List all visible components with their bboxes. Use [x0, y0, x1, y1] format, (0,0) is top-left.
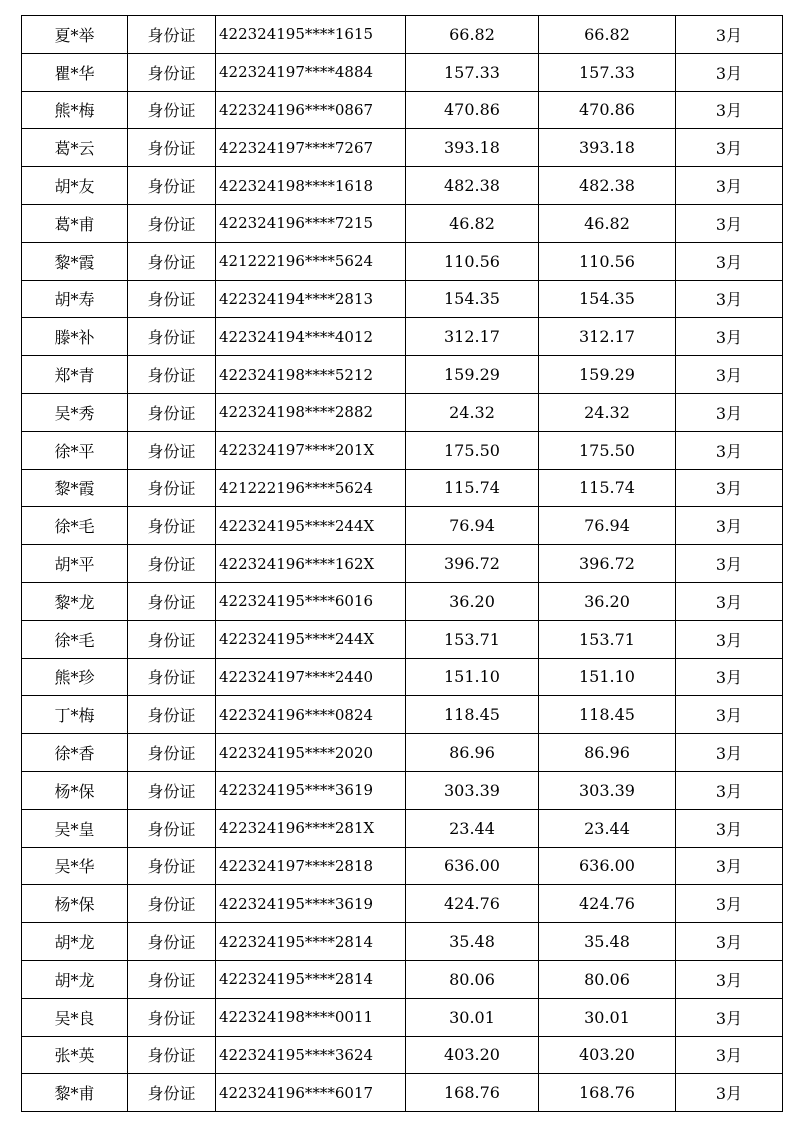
month-cell: 3月	[676, 431, 783, 469]
amount-cell: 424.76	[406, 885, 539, 923]
id-number-cell: 422324195****3624	[216, 1036, 406, 1074]
month-cell: 3月	[676, 658, 783, 696]
name-cell: 丁*梅	[22, 696, 128, 734]
month-cell: 3月	[676, 318, 783, 356]
amount-paid-cell: 23.44	[539, 809, 676, 847]
table-body	[22, 16, 783, 1112]
amount-paid-cell: 76.94	[539, 507, 676, 545]
id-number-cell: 421222196****5624	[216, 242, 406, 280]
name-cell: 黎*霞	[22, 242, 128, 280]
month-cell: 3月	[676, 53, 783, 91]
month-cell: 3月	[676, 620, 783, 658]
amount-cell: 312.17	[406, 318, 539, 356]
id-number-cell: 422324194****4012	[216, 318, 406, 356]
table-row	[22, 809, 783, 847]
amount-cell: 403.20	[406, 1036, 539, 1074]
id-type-cell: 身份证	[128, 1036, 216, 1074]
name-cell: 黎*甫	[22, 1074, 128, 1112]
amount-cell: 36.20	[406, 582, 539, 620]
amount-paid-cell: 80.06	[539, 960, 676, 998]
id-type-cell: 身份证	[128, 885, 216, 923]
name-cell: 郑*青	[22, 356, 128, 394]
id-type-cell: 身份证	[128, 53, 216, 91]
name-cell: 胡*平	[22, 545, 128, 583]
name-cell: 胡*龙	[22, 923, 128, 961]
amount-cell: 153.71	[406, 620, 539, 658]
amount-paid-cell: 46.82	[539, 204, 676, 242]
id-number-cell: 422324197****201X	[216, 431, 406, 469]
amount-cell: 159.29	[406, 356, 539, 394]
table-row	[22, 734, 783, 772]
table-row	[22, 847, 783, 885]
id-number-cell: 422324196****0824	[216, 696, 406, 734]
table-row	[22, 393, 783, 431]
id-number-cell: 422324197****4884	[216, 53, 406, 91]
amount-paid-cell: 470.86	[539, 91, 676, 129]
id-number-cell: 422324194****2813	[216, 280, 406, 318]
amount-paid-cell: 175.50	[539, 431, 676, 469]
id-number-cell: 422324198****1618	[216, 167, 406, 205]
table-row	[22, 998, 783, 1036]
id-type-cell: 身份证	[128, 91, 216, 129]
id-number-cell: 422324195****2814	[216, 960, 406, 998]
name-cell: 葛*云	[22, 129, 128, 167]
table-row	[22, 620, 783, 658]
id-type-cell: 身份证	[128, 960, 216, 998]
table-row	[22, 1036, 783, 1074]
name-cell: 黎*龙	[22, 582, 128, 620]
table-row	[22, 16, 783, 54]
id-type-cell: 身份证	[128, 847, 216, 885]
amount-paid-cell: 157.33	[539, 53, 676, 91]
month-cell: 3月	[676, 167, 783, 205]
id-type-cell: 身份证	[128, 204, 216, 242]
month-cell: 3月	[676, 847, 783, 885]
id-type-cell: 身份证	[128, 582, 216, 620]
amount-paid-cell: 151.10	[539, 658, 676, 696]
table-row	[22, 280, 783, 318]
table-row	[22, 885, 783, 923]
table-row	[22, 469, 783, 507]
amount-paid-cell: 159.29	[539, 356, 676, 394]
id-type-cell: 身份证	[128, 393, 216, 431]
id-number-cell: 422324198****5212	[216, 356, 406, 394]
amount-cell: 175.50	[406, 431, 539, 469]
id-number-cell: 422324198****2882	[216, 393, 406, 431]
id-number-cell: 422324195****2020	[216, 734, 406, 772]
month-cell: 3月	[676, 960, 783, 998]
table-row	[22, 167, 783, 205]
table-row	[22, 356, 783, 394]
id-type-cell: 身份证	[128, 129, 216, 167]
month-cell: 3月	[676, 885, 783, 923]
month-cell: 3月	[676, 923, 783, 961]
month-cell: 3月	[676, 696, 783, 734]
id-number-cell: 422324195****1615	[216, 16, 406, 54]
amount-paid-cell: 312.17	[539, 318, 676, 356]
id-type-cell: 身份证	[128, 734, 216, 772]
month-cell: 3月	[676, 1036, 783, 1074]
name-cell: 杨*保	[22, 771, 128, 809]
id-number-cell: 422324196****6017	[216, 1074, 406, 1112]
table-row	[22, 204, 783, 242]
amount-paid-cell: 636.00	[539, 847, 676, 885]
table-row	[22, 91, 783, 129]
table-row	[22, 318, 783, 356]
id-number-cell: 422324197****2818	[216, 847, 406, 885]
table-row	[22, 696, 783, 734]
id-number-cell: 421222196****5624	[216, 469, 406, 507]
id-number-cell: 422324196****0867	[216, 91, 406, 129]
amount-paid-cell: 115.74	[539, 469, 676, 507]
id-type-cell: 身份证	[128, 318, 216, 356]
amount-paid-cell: 110.56	[539, 242, 676, 280]
amount-cell: 80.06	[406, 960, 539, 998]
amount-cell: 636.00	[406, 847, 539, 885]
name-cell: 瞿*华	[22, 53, 128, 91]
amount-cell: 482.38	[406, 167, 539, 205]
amount-paid-cell: 118.45	[539, 696, 676, 734]
month-cell: 3月	[676, 129, 783, 167]
id-number-cell: 422324195****244X	[216, 507, 406, 545]
name-cell: 胡*寿	[22, 280, 128, 318]
table-row	[22, 507, 783, 545]
name-cell: 徐*香	[22, 734, 128, 772]
amount-paid-cell: 482.38	[539, 167, 676, 205]
amount-cell: 24.32	[406, 393, 539, 431]
id-number-cell: 422324198****0011	[216, 998, 406, 1036]
amount-paid-cell: 86.96	[539, 734, 676, 772]
amount-cell: 154.35	[406, 280, 539, 318]
month-cell: 3月	[676, 545, 783, 583]
amount-cell: 35.48	[406, 923, 539, 961]
table-row	[22, 1074, 783, 1112]
month-cell: 3月	[676, 809, 783, 847]
month-cell: 3月	[676, 280, 783, 318]
table-row	[22, 658, 783, 696]
amount-paid-cell: 393.18	[539, 129, 676, 167]
month-cell: 3月	[676, 998, 783, 1036]
id-type-cell: 身份证	[128, 620, 216, 658]
amount-paid-cell: 424.76	[539, 885, 676, 923]
name-cell: 张*英	[22, 1036, 128, 1074]
name-cell: 吴*华	[22, 847, 128, 885]
id-number-cell: 422324195****3619	[216, 771, 406, 809]
month-cell: 3月	[676, 734, 783, 772]
month-cell: 3月	[676, 16, 783, 54]
name-cell: 吴*秀	[22, 393, 128, 431]
amount-cell: 396.72	[406, 545, 539, 583]
id-type-cell: 身份证	[128, 507, 216, 545]
name-cell: 熊*梅	[22, 91, 128, 129]
id-number-cell: 422324197****7267	[216, 129, 406, 167]
amount-cell: 118.45	[406, 696, 539, 734]
id-type-cell: 身份证	[128, 242, 216, 280]
month-cell: 3月	[676, 1074, 783, 1112]
amount-cell: 30.01	[406, 998, 539, 1036]
amount-paid-cell: 154.35	[539, 280, 676, 318]
table-row	[22, 582, 783, 620]
id-type-cell: 身份证	[128, 431, 216, 469]
amount-paid-cell: 35.48	[539, 923, 676, 961]
month-cell: 3月	[676, 242, 783, 280]
amount-cell: 151.10	[406, 658, 539, 696]
id-type-cell: 身份证	[128, 923, 216, 961]
name-cell: 熊*珍	[22, 658, 128, 696]
amount-paid-cell: 403.20	[539, 1036, 676, 1074]
amount-cell: 76.94	[406, 507, 539, 545]
id-type-cell: 身份证	[128, 658, 216, 696]
id-type-cell: 身份证	[128, 809, 216, 847]
id-type-cell: 身份证	[128, 16, 216, 54]
id-number-cell: 422324196****162X	[216, 545, 406, 583]
amount-paid-cell: 30.01	[539, 998, 676, 1036]
month-cell: 3月	[676, 771, 783, 809]
amount-cell: 115.74	[406, 469, 539, 507]
amount-cell: 393.18	[406, 129, 539, 167]
id-type-cell: 身份证	[128, 545, 216, 583]
amount-paid-cell: 36.20	[539, 582, 676, 620]
id-number-cell: 422324195****3619	[216, 885, 406, 923]
amount-cell: 168.76	[406, 1074, 539, 1112]
id-number-cell: 422324197****2440	[216, 658, 406, 696]
name-cell: 葛*甫	[22, 204, 128, 242]
id-type-cell: 身份证	[128, 1074, 216, 1112]
name-cell: 徐*平	[22, 431, 128, 469]
id-type-cell: 身份证	[128, 167, 216, 205]
amount-cell: 303.39	[406, 771, 539, 809]
table-row	[22, 545, 783, 583]
amount-paid-cell: 24.32	[539, 393, 676, 431]
month-cell: 3月	[676, 356, 783, 394]
id-number-cell: 422324195****2814	[216, 923, 406, 961]
name-cell: 吴*皇	[22, 809, 128, 847]
name-cell: 胡*龙	[22, 960, 128, 998]
month-cell: 3月	[676, 582, 783, 620]
name-cell: 徐*毛	[22, 620, 128, 658]
id-number-cell: 422324196****281X	[216, 809, 406, 847]
amount-paid-cell: 153.71	[539, 620, 676, 658]
name-cell: 滕*补	[22, 318, 128, 356]
id-number-cell: 422324195****6016	[216, 582, 406, 620]
table-row	[22, 960, 783, 998]
amount-cell: 86.96	[406, 734, 539, 772]
name-cell: 吴*良	[22, 998, 128, 1036]
name-cell: 黎*霞	[22, 469, 128, 507]
name-cell: 杨*保	[22, 885, 128, 923]
name-cell: 胡*友	[22, 167, 128, 205]
id-type-cell: 身份证	[128, 696, 216, 734]
table-row	[22, 53, 783, 91]
amount-cell: 470.86	[406, 91, 539, 129]
month-cell: 3月	[676, 204, 783, 242]
month-cell: 3月	[676, 393, 783, 431]
month-cell: 3月	[676, 507, 783, 545]
amount-paid-cell: 168.76	[539, 1074, 676, 1112]
name-cell: 徐*毛	[22, 507, 128, 545]
id-number-cell: 422324195****244X	[216, 620, 406, 658]
table-row	[22, 242, 783, 280]
amount-paid-cell: 66.82	[539, 16, 676, 54]
table-row	[22, 431, 783, 469]
amount-paid-cell: 396.72	[539, 545, 676, 583]
month-cell: 3月	[676, 91, 783, 129]
table-row	[22, 923, 783, 961]
amount-cell: 46.82	[406, 204, 539, 242]
name-cell: 夏*举	[22, 16, 128, 54]
amount-cell: 23.44	[406, 809, 539, 847]
id-type-cell: 身份证	[128, 280, 216, 318]
id-type-cell: 身份证	[128, 771, 216, 809]
table-row	[22, 129, 783, 167]
amount-cell: 157.33	[406, 53, 539, 91]
month-cell: 3月	[676, 469, 783, 507]
id-type-cell: 身份证	[128, 998, 216, 1036]
id-type-cell: 身份证	[128, 469, 216, 507]
id-number-cell: 422324196****7215	[216, 204, 406, 242]
amount-cell: 66.82	[406, 16, 539, 54]
id-type-cell: 身份证	[128, 356, 216, 394]
amount-paid-cell: 303.39	[539, 771, 676, 809]
table-row	[22, 771, 783, 809]
amount-cell: 110.56	[406, 242, 539, 280]
payment-table	[21, 15, 783, 1112]
